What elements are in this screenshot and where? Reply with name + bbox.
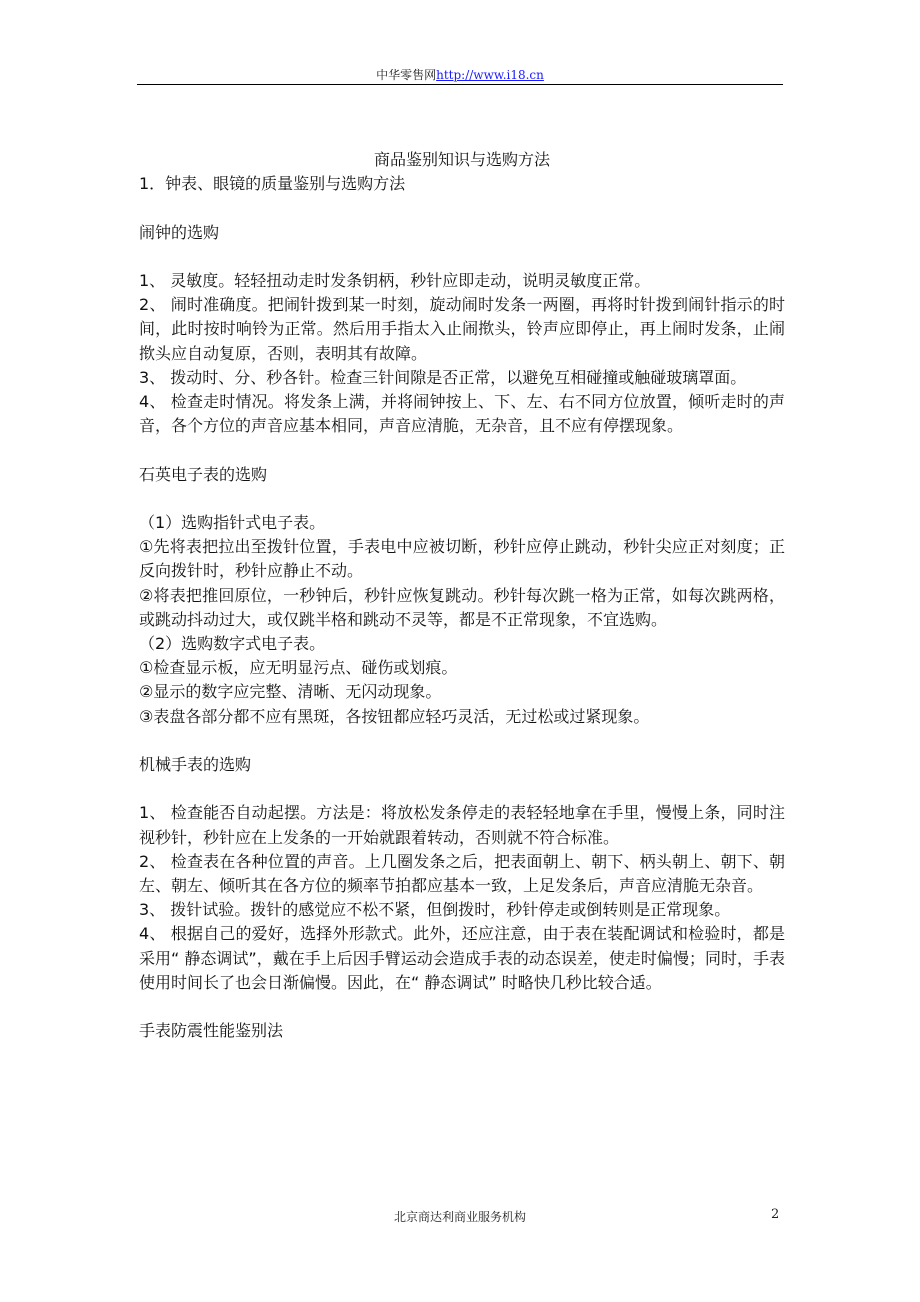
- shockproof-heading: 手表防震性能鉴别法: [139, 1021, 284, 1041]
- paragraph: ③表盘各部分都不应有黑斑，各按钮都应轻巧灵活，无过松或过紧现象。: [139, 706, 650, 726]
- header-divider: [137, 84, 783, 85]
- paragraph: 4、 检查走时情况。将发条上满，并将闹钟按上、下、左、右不同方位放置，倾听走时的声音，各个方位的声音应基本相同，声音应清脆，无杂音，且不应有停摆现象。: [139, 392, 785, 436]
- paragraph: ①先将表把拉出至拨针位置，手表电中应被切断，秒针应停止跳动，秒针尖应正对刻度；正反向拨针时，秒针应静止不动。: [139, 537, 785, 581]
- paragraph: （2）选购数字式电子表。: [139, 634, 326, 653]
- paragraph: ②将表把推回原位，一秒钟后，秒针应恢复跳动。秒针每次跳一格为正常，如每次跳两格，或跳动抖动过大，或仅跳半格和跳动不灵等，都是不正常现象，不宜选购。: [139, 585, 785, 629]
- mechanical-watch-heading: 机械手表的选购: [139, 755, 252, 774]
- section-heading: 1．钟表、眼镜的质量鉴别与选购方法: [139, 174, 406, 194]
- page-number: 2: [771, 1207, 780, 1222]
- document-body: [139, 148, 785, 1043]
- paragraph: （1）选购指针式电子表。: [139, 512, 326, 532]
- paragraph: 4、 根据自己的爱好，选择外形款式。此外，还应注意，由于表在装配调试和检验时，都是采用“ 静态调试”，戴在手上后因手臂运动会造成手表的动态误差，使走时偏慢；同时，手表使用时间长了也会日渐偏慢。因此，在“ 静态调试” 时略快几秒比较合适。: [139, 924, 785, 992]
- blank-line: [139, 196, 785, 220]
- header-site-name: 中华零售网: [376, 68, 437, 82]
- page-header: [0, 66, 920, 83]
- paragraph: 2、 闹时准确度。把闹针拨到某一时刻，旋动闹时发条一两圈，再将时针拨到闹针指示的时间，此时按时响铃为正常。然后用手指太入止闹揿头，铃声应即停止，再上闹时发条，止闹揿头应自动复原，否则，表明其有故障。: [139, 295, 785, 363]
- blank-line: [139, 487, 785, 511]
- paragraph: 3、 拨针试验。拨针的感觉应不松不紧，但倒拨时，秒针停走或倒转则是正常现象。: [139, 900, 731, 920]
- paragraph: 1、 灵敏度。轻轻扭动走时发条钥柄，秒针应即走动，说明灵敏度正常。: [139, 270, 651, 290]
- paragraph: ①检查显示板，应无明显污点、碰伤或划痕。: [139, 658, 458, 678]
- footer-organization: 北京商达利商业服务机构: [393, 1210, 526, 1224]
- blank-line: [139, 245, 785, 269]
- blank-line: [139, 729, 785, 753]
- document-title: 商品鉴别知识与选购方法: [373, 150, 550, 169]
- paragraph: 2、 检查表在各种位置的声音。上几圈发条之后，把表面朝上、朝下、柄头朝上、朝下、朝左、朝左、倾听其在各方位的频率节拍都应基本一致，上足发条后，声音应清脆无杂音。: [139, 851, 785, 895]
- blank-line: [139, 438, 785, 462]
- paragraph: 1、 检查能否自动起摆。方法是：将放松发条停走的表轻轻地拿在手里，慢慢上条，同时注视秒针，秒针应在上发条的一开始就跟着转动，否则就不符合标准。: [139, 803, 785, 847]
- header-url-link[interactable]: http://www.i18.cn: [436, 68, 544, 82]
- paragraph: 3、 拨动时、分、秒各针。检查三针间隙是否正常，以避免互相碰撞或触碰玻璃罩面。: [139, 367, 747, 387]
- blank-line: [139, 995, 785, 1019]
- paragraph: ②显示的数字应完整、清晰、无闪动现象。: [139, 682, 442, 702]
- quartz-watch-heading: 石英电子表的选购: [139, 464, 268, 484]
- blank-line: [139, 777, 785, 801]
- alarm-clock-heading: 闹钟的选购: [139, 222, 220, 242]
